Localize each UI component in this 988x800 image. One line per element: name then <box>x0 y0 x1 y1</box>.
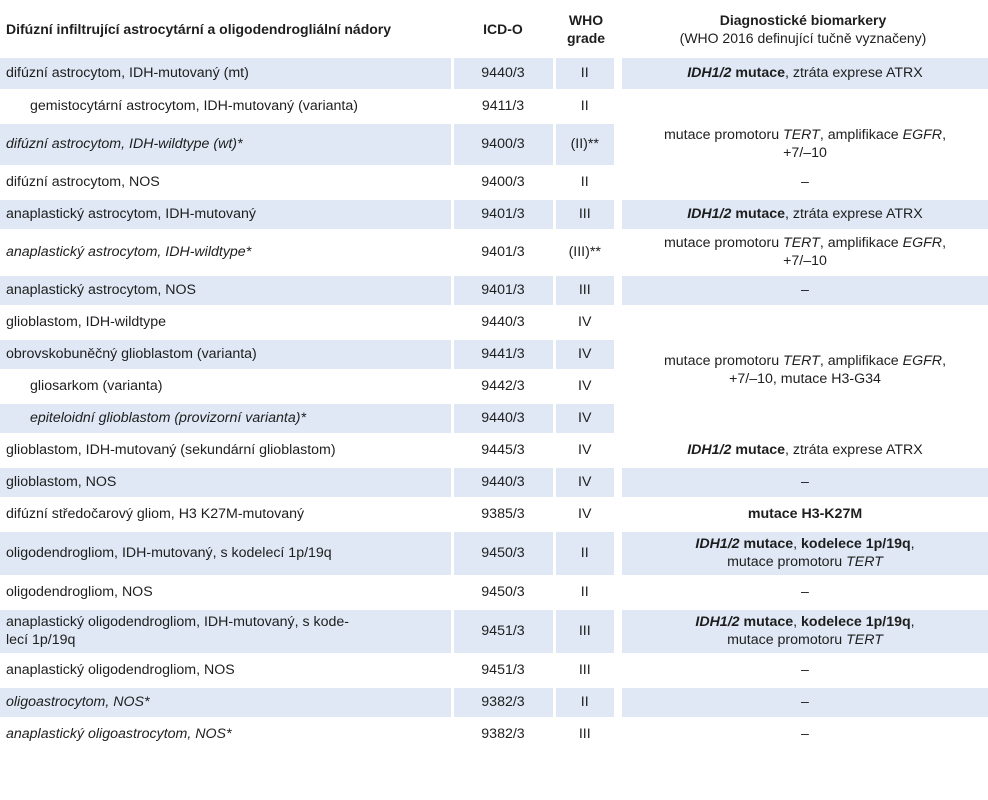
table-row <box>0 198 988 230</box>
icd-code: 9411/3 <box>452 90 554 122</box>
biomarker-text: , <box>910 536 915 552</box>
grade-header-line2: grade <box>566 30 606 46</box>
biomarkers: mutace H3-K27M <box>618 498 988 530</box>
who-grade: IV <box>554 498 618 530</box>
biomarker-text: , amplifikace <box>819 353 903 369</box>
who-grade: III <box>554 718 618 750</box>
tumor-name: difúzní astrocytom, IDH-wildtype (wt)* <box>0 122 452 166</box>
who-grade: III <box>554 608 618 654</box>
biomarker-gene: EGFR <box>902 353 943 369</box>
icd-code: 9440/3 <box>452 466 554 498</box>
tumor-name: oligodendrogliom, NOS <box>0 576 452 608</box>
tumor-name: anaplastický oligodendrogliom, NOS <box>0 654 452 686</box>
icd-code: 9400/3 <box>452 122 554 166</box>
who-grade: IV <box>554 370 618 402</box>
icd-code: 9401/3 <box>452 274 554 306</box>
biomarkers <box>618 230 988 274</box>
who-grade: IV <box>554 434 618 466</box>
biomarker-text: , <box>942 353 947 369</box>
biomarkers <box>618 434 988 466</box>
table-row <box>0 122 988 166</box>
tumor-name: anaplastický astrocytom, IDH-mutovaný <box>0 198 452 230</box>
tumor-name: anaplastický astrocytom, NOS <box>0 274 452 306</box>
icd-code: 9450/3 <box>452 530 554 576</box>
table-header-row <box>0 0 988 58</box>
biomarker-text: , <box>942 235 947 251</box>
grade-header-line1: WHO <box>568 12 604 28</box>
tumor-name: anaplastický oligoastrocytom, NOS* <box>0 718 452 750</box>
biomarker-gene: EGFR <box>902 235 943 251</box>
biomarker-text: , <box>793 536 802 552</box>
who-grade: II <box>554 576 618 608</box>
tumor-name: gliosarkom (varianta) <box>0 370 452 402</box>
biomarker-gene: TERT <box>846 632 883 648</box>
table-row <box>0 608 988 654</box>
icd-code: 9382/3 <box>452 686 554 718</box>
column-header-grade <box>554 0 618 58</box>
biomarker-header-line1: Diagnostické biomarkery <box>719 12 887 28</box>
table-row <box>0 654 988 686</box>
tumor-name: oligoastrocytom, NOS* <box>0 686 452 718</box>
icd-code: 9440/3 <box>452 402 554 434</box>
tumor-name: glioblastom, IDH-wildtype <box>0 306 452 338</box>
icd-code: 9440/3 <box>452 306 554 338</box>
tumor-name: difúzní astrocytom, NOS <box>0 166 452 198</box>
biomarker-defining: kodelece 1p/19q <box>801 614 911 630</box>
biomarker-text: mutace promotoru <box>663 353 784 369</box>
who-grade: III <box>554 274 618 306</box>
biomarker-text: , ztráta exprese ATRX <box>785 206 923 222</box>
biomarker-defining: mutace <box>739 614 794 630</box>
biomarker-text: +7/–10 <box>783 253 827 269</box>
icd-code: 9451/3 <box>452 654 554 686</box>
biomarker-text: , amplifikace <box>819 127 903 143</box>
biomarker-text: mutace promotoru <box>727 632 847 648</box>
tumor-name: anaplastický astrocytom, IDH-wildtype* <box>0 230 452 274</box>
icd-code: 9401/3 <box>452 198 554 230</box>
tumor-name: glioblastom, IDH-mutovaný (sekundární glioblastom) <box>0 434 452 466</box>
who-grade: II <box>554 58 618 90</box>
biomarker-gene: TERT <box>846 554 883 570</box>
tumor-name: gemistocytární astrocytom, IDH-mutovaný (varianta) <box>0 90 452 122</box>
tumor-name: oligodendrogliom, IDH-mutovaný, s kodelecí 1p/19q <box>0 530 452 576</box>
biomarker-text: , ztráta exprese ATRX <box>785 65 923 82</box>
table-row <box>0 466 988 498</box>
biomarker-gene: IDH1/2 <box>695 614 740 630</box>
biomarker-gene: TERT <box>783 353 820 369</box>
biomarker-text: mutace promotoru <box>663 235 784 251</box>
biomarker-defining: kodelece 1p/19q <box>801 536 911 552</box>
tumor-name <box>0 608 452 654</box>
icd-code: 9382/3 <box>452 718 554 750</box>
icd-code: 9385/3 <box>452 498 554 530</box>
table-row <box>0 274 988 306</box>
biomarkers: – <box>618 274 988 306</box>
tumor-name-line1: anaplastický oligodendrogliom, IDH-mutovaný, s kode- <box>6 614 350 630</box>
biomarker-gene: IDH1/2 <box>695 536 740 552</box>
biomarker-text: , <box>942 127 947 143</box>
biomarker-text: mutace promotoru <box>727 554 847 570</box>
biomarker-text: +7/–10 <box>783 145 827 161</box>
biomarkers <box>618 198 988 230</box>
biomarker-defining: mutace <box>731 65 786 82</box>
tumor-name: glioblastom, NOS <box>0 466 452 498</box>
who-grade: IV <box>554 466 618 498</box>
table-row <box>0 686 988 718</box>
table-row <box>0 434 988 466</box>
biomarkers: – <box>618 576 988 608</box>
icd-code: 9400/3 <box>452 166 554 198</box>
who-grade: II <box>554 686 618 718</box>
biomarkers: – <box>618 466 988 498</box>
who-grade: (II)** <box>554 122 618 166</box>
biomarker-defining: mutace <box>731 206 786 222</box>
biomarkers: – <box>618 166 988 198</box>
biomarker-text: mutace promotoru <box>663 127 784 143</box>
biomarker-text: +7/–10, mutace H3-G34 <box>729 371 881 387</box>
tumor-name: difúzní středočarový gliom, H3 K27M-mutovaný <box>0 498 452 530</box>
biomarkers <box>618 122 988 166</box>
table-row <box>0 718 988 750</box>
who-grade: IV <box>554 402 618 434</box>
icd-code: 9451/3 <box>452 608 554 654</box>
biomarker-gene: IDH1/2 <box>687 442 732 458</box>
biomarker-defining: mutace <box>739 536 794 552</box>
icd-code: 9442/3 <box>452 370 554 402</box>
biomarker-gene: IDH1/2 <box>687 65 732 82</box>
icd-code: 9401/3 <box>452 230 554 274</box>
biomarkers <box>618 530 988 576</box>
who-grade: III <box>554 198 618 230</box>
who-grade: II <box>554 90 618 122</box>
table-row <box>0 230 988 274</box>
biomarkers <box>618 90 988 122</box>
table-row <box>0 58 988 90</box>
table-row <box>0 166 988 198</box>
biomarker-gene: TERT <box>783 127 820 143</box>
icd-code: 9445/3 <box>452 434 554 466</box>
icd-code: 9450/3 <box>452 576 554 608</box>
table-row <box>0 576 988 608</box>
icd-code: 9441/3 <box>452 338 554 370</box>
who-grade: IV <box>554 338 618 370</box>
biomarkers <box>618 58 988 90</box>
biomarker-gene: EGFR <box>902 127 943 143</box>
tumor-name: obrovskobuněčný glioblastom (varianta) <box>0 338 452 370</box>
icd-code: 9440/3 <box>452 58 554 90</box>
table-row <box>0 498 988 530</box>
who-grade: II <box>554 530 618 576</box>
biomarker-text: , amplifikace <box>819 235 903 251</box>
table-row <box>0 90 988 122</box>
biomarker-gene: TERT <box>783 235 820 251</box>
who-grade: IV <box>554 306 618 338</box>
tumor-name-line2: lecí 1p/19q <box>6 632 76 648</box>
biomarkers-merged <box>618 306 988 434</box>
column-header-icd: ICD-O <box>483 21 523 37</box>
biomarker-text: , ztráta exprese ATRX <box>785 442 923 458</box>
tumor-name: difúzní astrocytom, IDH-mutovaný (mt) <box>0 58 452 90</box>
column-header-biomarkers <box>618 0 988 58</box>
biomarker-defining: mutace <box>731 442 786 458</box>
who-grade: III <box>554 654 618 686</box>
who-grade: II <box>554 166 618 198</box>
table-row <box>0 530 988 576</box>
column-header-tumor: Difúzní infiltrující astrocytární a oligodendrogliální nádory <box>6 21 392 37</box>
biomarker-text: , <box>793 614 802 630</box>
biomarkers <box>618 608 988 654</box>
table-row <box>0 306 988 338</box>
biomarkers: – <box>618 718 988 750</box>
biomarkers: – <box>618 686 988 718</box>
tumor-name: epiteloidní glioblastom (provizorní varianta)* <box>0 402 452 434</box>
biomarker-text: , <box>910 614 915 630</box>
biomarker-header-line2: (WHO 2016 definující tučně vyznačeny) <box>679 30 927 46</box>
who-grade: (III)** <box>554 230 618 274</box>
biomarker-gene: IDH1/2 <box>687 206 732 222</box>
biomarkers: – <box>618 654 988 686</box>
